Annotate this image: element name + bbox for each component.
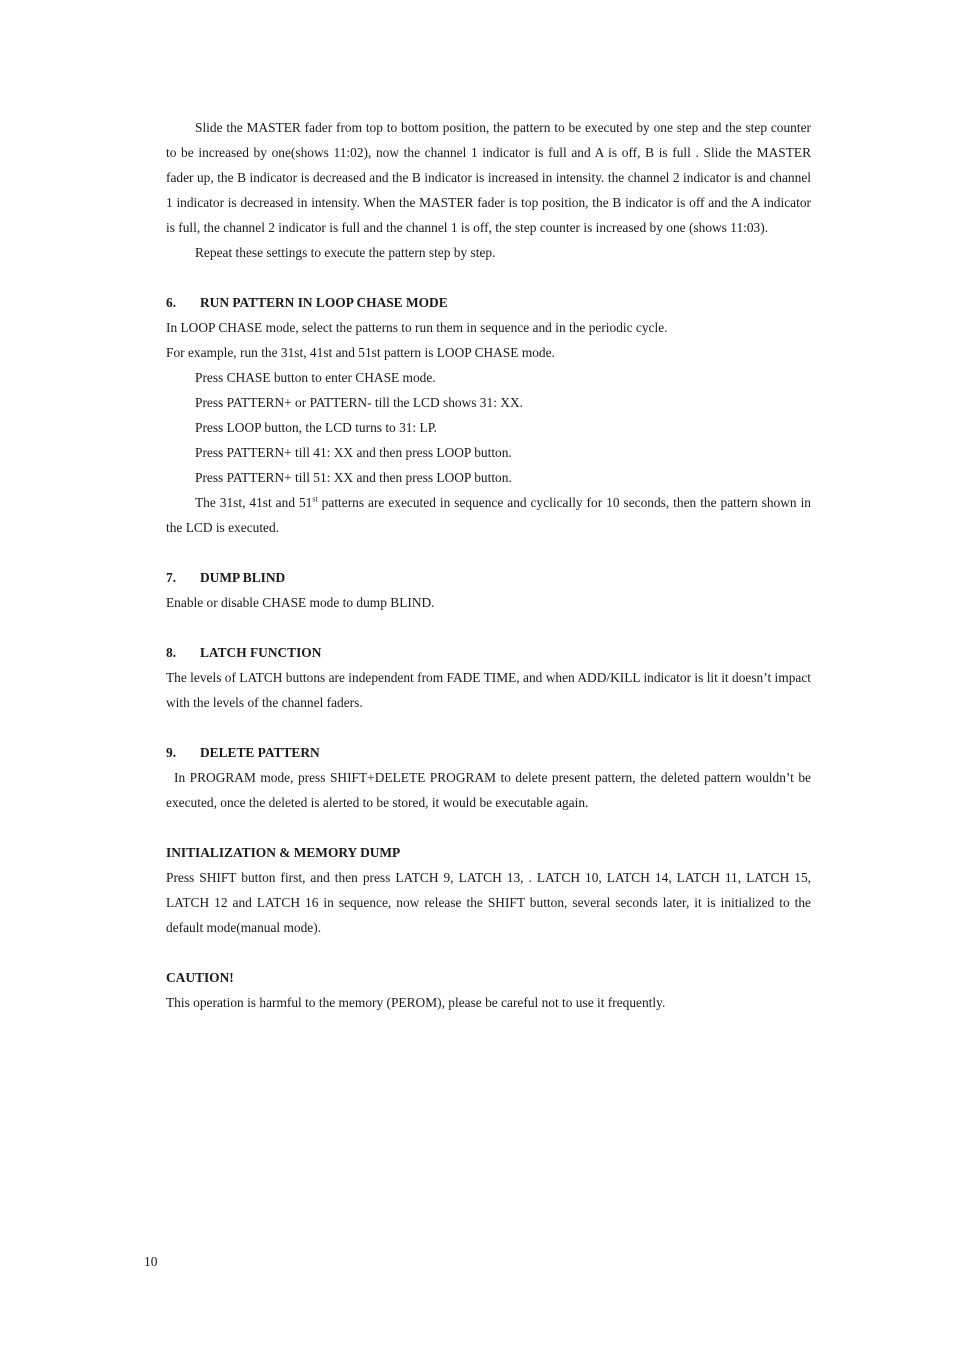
section-9-number: 9. xyxy=(166,745,177,760)
section-8-heading xyxy=(166,640,811,665)
section-6-closing-start: The 31st, 41st and 51 xyxy=(195,495,313,510)
section-8-body: The levels of LATCH buttons are independent from FADE TIME, and when ADD/KILL indicator is lit it doesn’t impact with the levels of the channel faders. xyxy=(166,670,811,710)
section-7-heading xyxy=(166,565,811,590)
initialization-heading: INITIALIZATION & MEMORY DUMP xyxy=(166,845,401,860)
section-6-step: Press CHASE button to enter CHASE mode. xyxy=(195,370,436,385)
section-6-line-2: For example, run the 31st, 41st and 51st pattern is LOOP CHASE mode. xyxy=(166,345,555,360)
section-7-number: 7. xyxy=(166,570,177,585)
section-6-step: Press PATTERN+ or PATTERN- till the LCD shows 31: XX. xyxy=(195,395,523,410)
section-6-title: RUN PATTERN IN LOOP CHASE MODE xyxy=(200,295,448,310)
section-6-closing-end: patterns are executed in sequence and cyclically for 10 seconds, then the pattern shown in the LCD is executed. xyxy=(166,495,811,535)
section-6-line-1: In LOOP CHASE mode, select the patterns to run them in sequence and in the periodic cycle. xyxy=(166,320,668,335)
document-body xyxy=(166,115,811,1015)
section-9-title: DELETE PATTERN xyxy=(200,745,320,760)
section-6-step: Press PATTERN+ till 51: XX and then press LOOP button. xyxy=(195,470,512,485)
caution-body: This operation is harmful to the memory (PEROM), please be careful not to use it frequently. xyxy=(166,995,666,1010)
section-8-number: 8. xyxy=(166,645,177,660)
caution-heading: CAUTION! xyxy=(166,970,234,985)
section-6-step: Press LOOP button, the LCD turns to 31: LP. xyxy=(195,420,438,435)
section-6-heading xyxy=(166,290,811,315)
page-number: 10 xyxy=(144,1254,158,1269)
ordinal-suffix: st xyxy=(312,494,318,504)
section-8-title: LATCH FUNCTION xyxy=(200,645,322,660)
section-6-closing xyxy=(166,490,811,540)
section-6-step: Press PATTERN+ till 41: XX and then press LOOP button. xyxy=(195,445,512,460)
initialization-body: Press SHIFT button first, and then press LATCH 9, LATCH 13, . LATCH 10, LATCH 14, LATCH 11, LATCH 15, LATCH 12 and LATCH 16 in sequence, now release the SHIFT button, several seconds later, it is initialized to the default mode(manual mode). xyxy=(166,870,811,935)
section-7-title: DUMP BLIND xyxy=(200,570,286,585)
section-9-heading xyxy=(166,740,811,765)
section-6-number: 6. xyxy=(166,295,177,310)
repeat-paragraph: Repeat these settings to execute the pattern step by step. xyxy=(195,245,496,260)
section-9-body: In PROGRAM mode, press SHIFT+DELETE PROGRAM to delete present pattern, the deleted pattern wouldn’t be executed, once the deleted is alerted to be stored, it would be executable again. xyxy=(166,770,811,810)
intro-paragraph: Slide the MASTER fader from top to bottom position, the pattern to be executed by one step and the step counter to be increased by one(shows 11:02), now the channel 1 indicator is full and A is off, B is full . Slide the MASTER fader up, the B indicator is decreased and the B indicator is increased in intensity. the channel 2 indicator is and channel 1 indicator is decreased in intensity. When the MASTER fader is top position, the B indicator is off and the A indicator is full, the channel 2 indicator is full and the channel 1 is off, the step counter is increased by one (shows 11:03). xyxy=(166,120,811,235)
section-7-body: Enable or disable CHASE mode to dump BLIND. xyxy=(166,595,435,610)
